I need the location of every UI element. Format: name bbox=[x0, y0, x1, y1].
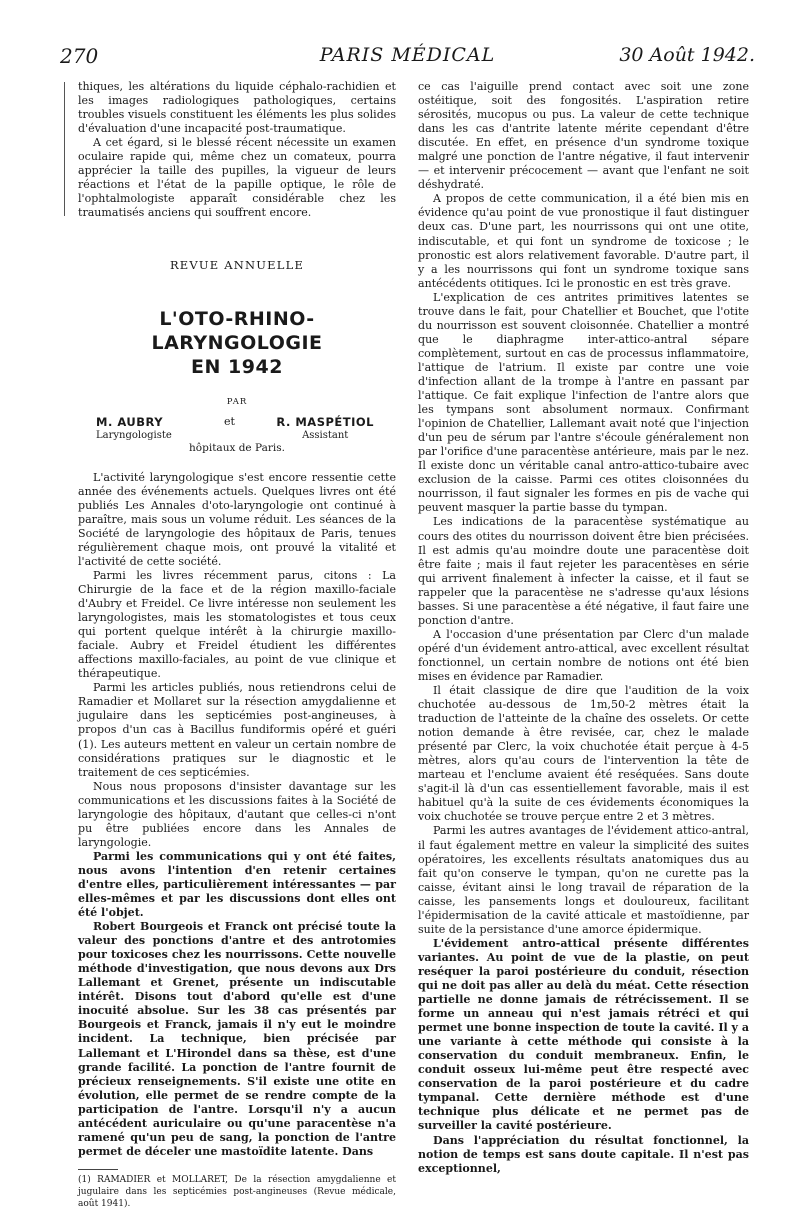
left-column bbox=[78, 80, 396, 1210]
author-block bbox=[78, 415, 396, 447]
author-name: R. MASPÉTIOL bbox=[276, 414, 374, 429]
title-line: EN 1942 bbox=[191, 355, 283, 378]
footnote: (1) RAMADIER et MOLLARET, De la résection amygdalienne et jugulaire dans les septicémies post-angineuses (Revue médicale, août 1941). bbox=[78, 1174, 396, 1209]
author-role: Laryngologiste bbox=[96, 429, 172, 441]
paragraph: A l'occasion d'une présentation par Clerc d'un malade opéré d'un évidement antro-attical, avec excellent résultat fonctionnel, un certain nombre de notions ont été bien mises en évidence par Ramadier. bbox=[418, 627, 749, 683]
paragraph: L'activité laryngologique s'est encore ressentie cette année des événements actuels. Quelques livres ont été publiés Les Annales d'oto-laryngologie ont continué à paraître, mais sous un volume réduit. Les séances de la Société de laryngologie des hôpitaux de Paris, tenues régulièrement chaque mois, ont prouvé la vitalité et l'activité de cette société. bbox=[78, 470, 396, 568]
marked-passage bbox=[78, 80, 396, 220]
paragraph: Dans l'appréciation du résultat fonctionnel, la notion de temps est sans doute capitale. Il n'est pas exceptionnel, bbox=[418, 1133, 749, 1175]
paragraph: A propos de cette communication, il a été bien mis en évidence qu'au point de vue pronostique il faut distinguer deux cas. D'une part, les nourrissons qui ont une otite, indiscutable, et qui font un syndrome de toxicose ; le pronostic est alors relativement favorable. D'autre part, il y a les nourrissons qui font un syndrome toxique sans antécédents otitiques. Ici le pronostic en est très grave. bbox=[418, 192, 749, 290]
paragraph: Parmi les articles publiés, nous retiendrons celui de Ramadier et Mollaret sur la résection amygdalienne et jugulaire dans les septicémies post-angineuses, à propos d'un cas à Bacillus fundiformis opéré et guéri (1). Les auteurs mettent en valeur un certain nombre de considérations pratiques sur le diagnostic et le traitement de ces septicémies. bbox=[78, 681, 396, 779]
title-line: L'OTO-RHINO-LARYNGOLOGIE bbox=[151, 307, 323, 354]
page-header bbox=[60, 44, 755, 74]
affiliation: hôpitaux de Paris. bbox=[189, 441, 285, 454]
paragraph: Parmi les autres avantages de l'évidement attico-antral, il faut également mettre en valeur la simplicité des suites opératoires, les excellents résultats anatomiques dus au fait qu'on conserve le tympan, qu'on ne curette pas la caisse, évitant ainsi le long travail de réparation de la caisse, les pansements longs et douloureux, facilitant l'épidermisation de la cavité atticale et mastoïdienne, par suite de la persistance d'une amorce épidermique. bbox=[418, 824, 749, 936]
margin-mark bbox=[64, 82, 65, 216]
article-title bbox=[78, 307, 396, 379]
paragraph: Parmi les livres récemment parus, citons : La Chirurgie de la face et de la région maxillo-faciale d'Aubry et Freidel. Ce livre intéresse non seulement les laryngologistes, mais les stomatologistes et tous ceux qui portent quelque intérêt à la chirurgie maxillo-faciale. Aubry et Freidel étudient les différentes affections maxillo-faciales, au point de vue clinique et thérapeutique. bbox=[78, 568, 396, 681]
paragraph: L'évidement antro-attical présente différentes variantes. Au point de vue de la plastie, on peut reséquer la paroi postérieure du conduit, résection qui ne doit pas aller au delà du méat. Cette résection partielle ne donne jamais de rétrécissement. Il se forme un anneau qui n'est jamais rétréci et qui permet une bonne inspection de toute la cavité. Il y a une variante à cette méthode qui consiste à la conservation du conduit membraneux. Enfin, le conduit osseux lui-même peut être respecté avec conservation de la paroi postérieure et du cadre tympanal. Cette dernière méthode est d'une technique plus délicate et ne permet pas de surveiller la cavité postérieure. bbox=[418, 936, 749, 1133]
right-column bbox=[418, 80, 749, 1176]
paragraph: A cet égard, si le blessé récent nécessite un examen oculaire rapide qui, même chez un comateux, pourra apprécier la taille des pupilles, la vigueur de leurs réactions et l'état de la papille optique, le rôle de l'ophtalmologiste apparaît considérable chez les traumatisés anciens qui souffrent encore. bbox=[78, 136, 396, 220]
running-title: PARIS MÉDICAL bbox=[319, 44, 496, 66]
and-label: et bbox=[224, 414, 235, 428]
author-role: Assistant bbox=[302, 429, 349, 441]
author-aubry bbox=[96, 415, 172, 443]
paragraph: Il était classique de dire que l'audition de la voix chuchotée au-dessous de 1m,50-2 mètres était la traduction de l'atteinte de la chaîne des osselets. Or cette notion demande à être revisée, car, chez le malade présenté par Clerc, la voix chuchotée était perçue à 4-5 mètres, alors qu'au cours de l'intervention la tête de marteau et l'enclume avaient été reséquées. Sans doute s'agit-il là d'un cas essentiellement favorable, mais il est habituel qu'à la suite de ces évidements économiques la voix chuchotée se trouve perçue entre 2 et 3 mètres. bbox=[418, 684, 749, 824]
author-name: M. AUBRY bbox=[96, 414, 164, 429]
paragraph: thiques, les altérations du liquide céphalo-rachidien et les images radiologiques pathologiques, certains troubles visuels constituent les éléments les plus solides d'évaluation d'une incapacité post-traumatique. bbox=[78, 80, 396, 136]
paragraph: Les indications de la paracentèse systématique au cours des otites du nourrisson doivent être bien précisées. Il est admis qu'au moindre doute une paracentèse doit être faite ; mais il faut rejeter les paracentèses en série qui arrivent finalement à infecter la caisse, et il faut se rappeler que la paracentèse ne s'adresse qu'aux lésions basses. Si une paracentèse a été négative, il faut faire une ponction d'antre. bbox=[418, 515, 749, 627]
paragraph: Robert Bourgeois et Franck ont précisé toute la valeur des ponctions d'antre et des antrotomies pour toxicoses chez les nourrissons. Cette nouvelle méthode d'investigation, que nous devons aux Drs Lallemant et Grenet, présente un indiscutable intérêt. Disons tout d'abord qu'elle est d'une inocuité absolue. Sur les 38 cas présentés par Bourgeois et Franck, jamais il n'y eut le moindre incident. La technique, bien précisée par Lallemant et L'Hirondel dans sa thèse, est d'une grande facilité. La ponction de l'antre fournit de précieux renseignements. S'il existe une otite en évolution, elle permet de se rendre compte de la participation de l'antre. Lorsqu'il n'y a aucun antécédent auriculaire ou qu'une paracentèse n'a ramené qu'un peu de sang, la ponction de l'antre permet de déceler une mastoïdite latente. Dans bbox=[78, 920, 396, 1158]
footnote-rule bbox=[78, 1169, 118, 1170]
by-label: PAR bbox=[226, 396, 248, 407]
paragraph: Nous nous proposons d'insister davantage sur les communications et les discussions faites à la Société de laryngologie des hôpitaux, d'autant que celles-ci n'ont pu être publiées encore dans les Annales de laryngologie. bbox=[78, 779, 396, 849]
issue-date: 30 Août 1942. bbox=[619, 44, 755, 66]
author-maspetiol bbox=[276, 415, 374, 443]
paragraph: Parmi les communications qui y ont été faites, nous avons l'intention d'en retenir certaines d'entre elles, particulièrement intéressantes — par elles-mêmes et par les discussions dont elles ont été l'objet. bbox=[78, 849, 396, 920]
page-number: 270 bbox=[60, 44, 99, 68]
paragraph: ce cas l'aiguille prend contact avec soit une zone ostéitique, soit des fongosités. L'aspiration retire sérosités, mucopus ou pus. La valeur de cette technique dans les cas d'antrite latente mérite cependant d'être discutée. En effet, en présence d'un syndrome toxique malgré une ponction de l'antre négative, il faut intervenir — et intervenir précocement — avant que l'enfant ne soit déshydraté. bbox=[418, 80, 749, 192]
paragraph: L'explication de ces antrites primitives latentes se trouve dans le fait, pour Chatellier et Bouchet, que l'otite du nourrisson est souvent cloisonnée. Chatellier a montré que le diaphragme inter-attico-antral sépare complètement, surtout en cas de processus inflammatoire, l'attique de l'atrium. Il existe par contre une voie d'infection allant de la trompe à l'antre en passant par l'attique. Ce fait explique l'infection de l'antre alors que les tympans sont absolument normaux. Confirmant l'opinion de Chatellier, Lallemant avait noté que l'injection d'un peu de sérum par l'antre s'écoule généralement non par l'orifice d'une paracentèse antérieure, mais par le nez. Il existe donc un véritable canal antro-attico-tubaire avec exclusion de la caisse. Parmi ces otites cloisonnées du nourrisson, il faut signaler les formes en pis de vache qui peuvent masquer la partie basse du tympan. bbox=[418, 290, 749, 515]
section-label: REVUE ANNUELLE bbox=[169, 258, 305, 273]
